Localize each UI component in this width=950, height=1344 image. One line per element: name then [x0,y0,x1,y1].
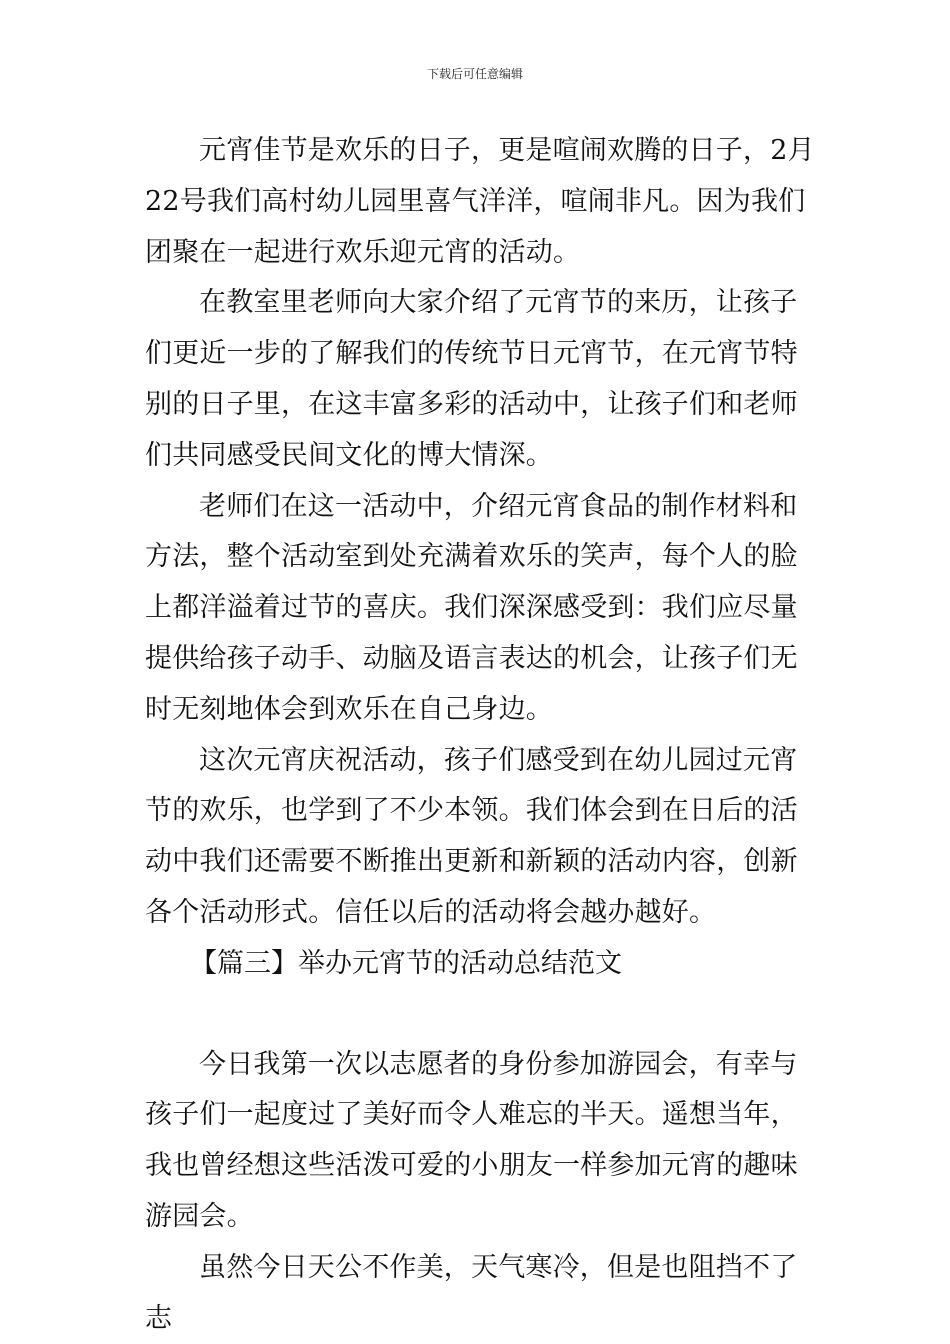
blank-line [145,990,815,1040]
page-header: 下载后可任意编辑 [426,67,523,81]
paragraph: 老师们在这一活动中，介绍元宵食品的制作材料和方法，整个活动室到处充满着欢乐的笑声，每个人的脸上都洋溢着过节的喜庆。我们深深感受到：我们应尽量提供给孩子动手、动脑及语言表达的机会，让孩子们无时无刻地体会到欢乐在自己身边。 [145,490,798,725]
section-heading: 【篇三】举办元宵节的活动总结范文 [190,947,622,979]
paragraph: 今日我第一次以志愿者的身份参加游园会，有幸与孩子们一起度过了美好而令人难忘的半天。遥想当年，我也曾经想这些活泼可爱的小朋友一样参加元宵的趣味游园会。 [145,1048,798,1232]
document-body [145,126,815,1344]
paragraph: 虽然今日天公不作美，天气寒冷，但是也阻挡不了志 [145,1251,798,1334]
paragraph: 这次元宵庆祝活动，孩子们感受到在幼儿园过元宵节的欢乐，也学到了不少本领。我们体会到在日后的活动中我们还需要不断推出更新和新颖的活动内容，创新各个活动形式。信任以后的活动将会越办越好。 [145,744,798,928]
paragraph: 在教室里老师向大家介绍了元宵节的来历，让孩子们更近一步的了解我们的传统节日元宵节，在元宵节特别的日子里，在这丰富多彩的活动中，让孩子们和老师们共同感受民间文化的博大情深。 [145,287,798,471]
paragraph: 元宵佳节是欢乐的日子，更是喧闹欢腾的日子，2月22号我们高村幼儿园里喜气洋洋，喧闹非凡。因为我们团聚在一起进行欢乐迎元宵的活动。 [145,135,815,268]
